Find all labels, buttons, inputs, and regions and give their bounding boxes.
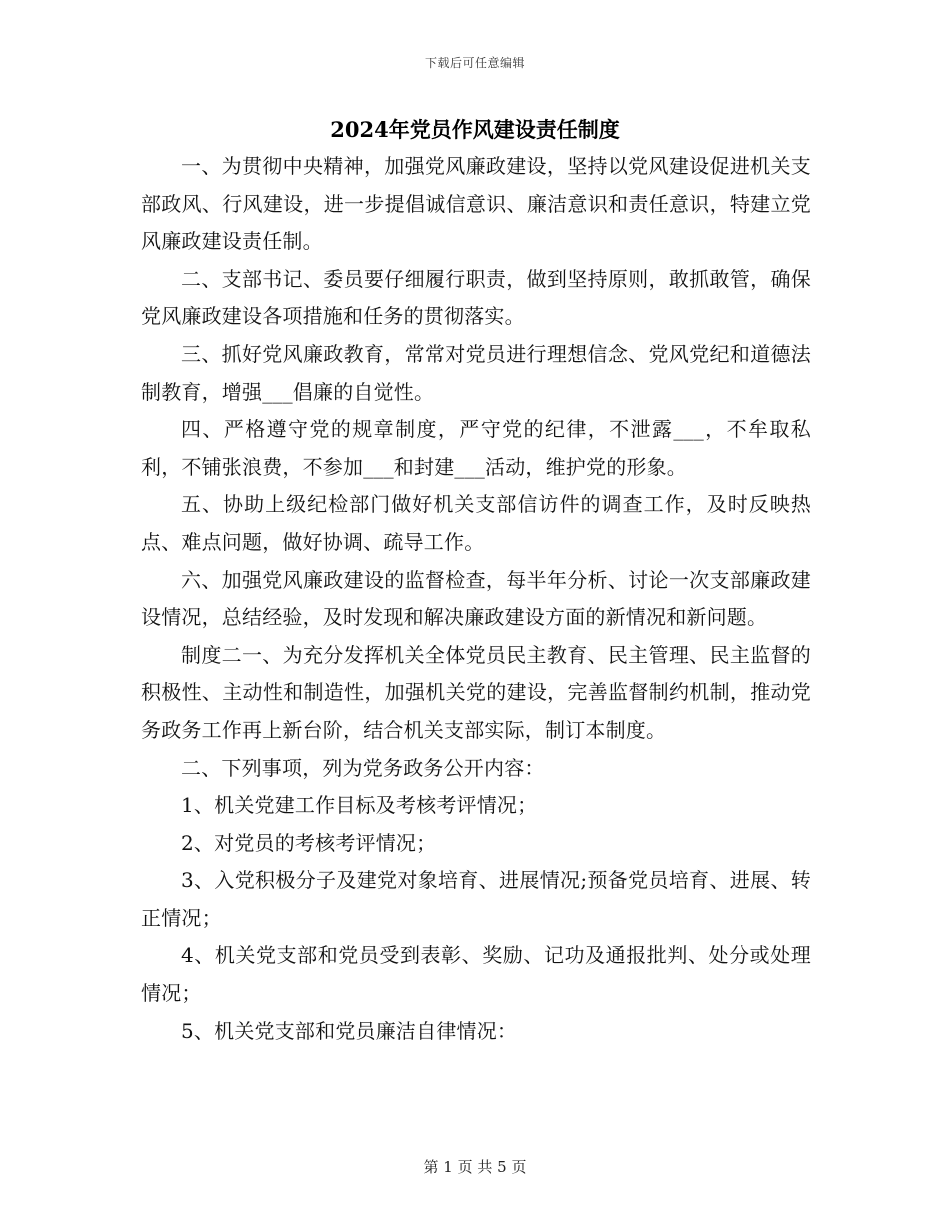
paragraph-2: 二、支部书记、委员要仔细履行职责，做到坚持原则，敢抓敢管，确保党风廉政建设各项措施和任务的贯彻落实。	[141, 266, 811, 329]
header-note: 下载后可任意编辑	[424, 56, 525, 70]
paragraph-4: 四、严格遵守党的规章制度，严守党的纪律，不泄露___，不牟取私利，不铺张浪费，不参加___和封建___活动，维护党的形象。	[141, 417, 811, 479]
paragraph-5: 五、协助上级纪检部门做好机关支部信访件的调查工作，及时反映热点、难点问题，做好协调、疏导工作。	[141, 492, 811, 554]
document-title: 2024年党员作风建设责任制度	[330, 117, 620, 142]
paragraph-8: 二、下列事项，列为党务政务公开内容：	[181, 755, 545, 780]
paragraph-7: 制度二一、为充分发挥机关全体党员民主教育、民主管理、民主监督的积极性、主动性和制造性，加强机关党的建设，完善监督制约机制，推动党务政务工作再上新台阶，结合机关支部实际，制订本制度。	[141, 642, 811, 742]
document-body	[141, 148, 811, 1050]
page-number-footer: 第 1 页 共 5 页	[423, 1158, 527, 1176]
paragraph-11: 3、入党积极分子及建党对象培育、进展情况;预备党员培育、进展、转正情况；	[141, 868, 811, 930]
paragraph-3: 三、抓好党风廉政教育，常常对党员进行理想信念、党风党纪和道德法制教育，增强___倡廉的自觉性。	[141, 341, 811, 404]
paragraph-9: 1、机关党建工作目标及考核考评情况；	[181, 793, 538, 818]
paragraph-12: 4、机关党支部和党员受到表彰、奖励、记功及通报批判、处分或处理情况；	[141, 943, 811, 1006]
paragraph-1: 一、为贯彻中央精神，加强党风廉政建设，坚持以党风建设促进机关支部政风、行风建设，进一步提倡诚信意识、廉洁意识和责任意识，特建立党风廉政建设责任制。	[141, 154, 811, 254]
paragraph-13: 5、机关党支部和党员廉洁自律情况：	[181, 1018, 518, 1043]
paragraph-10: 2、对党员的考核考评情况；	[181, 830, 437, 855]
paragraph-6: 六、加强党风廉政建设的监督检查，每半年分析、讨论一次支部廉政建设情况，总结经验，及时发现和解决廉政建设方面的新情况和新问题。	[141, 567, 811, 630]
